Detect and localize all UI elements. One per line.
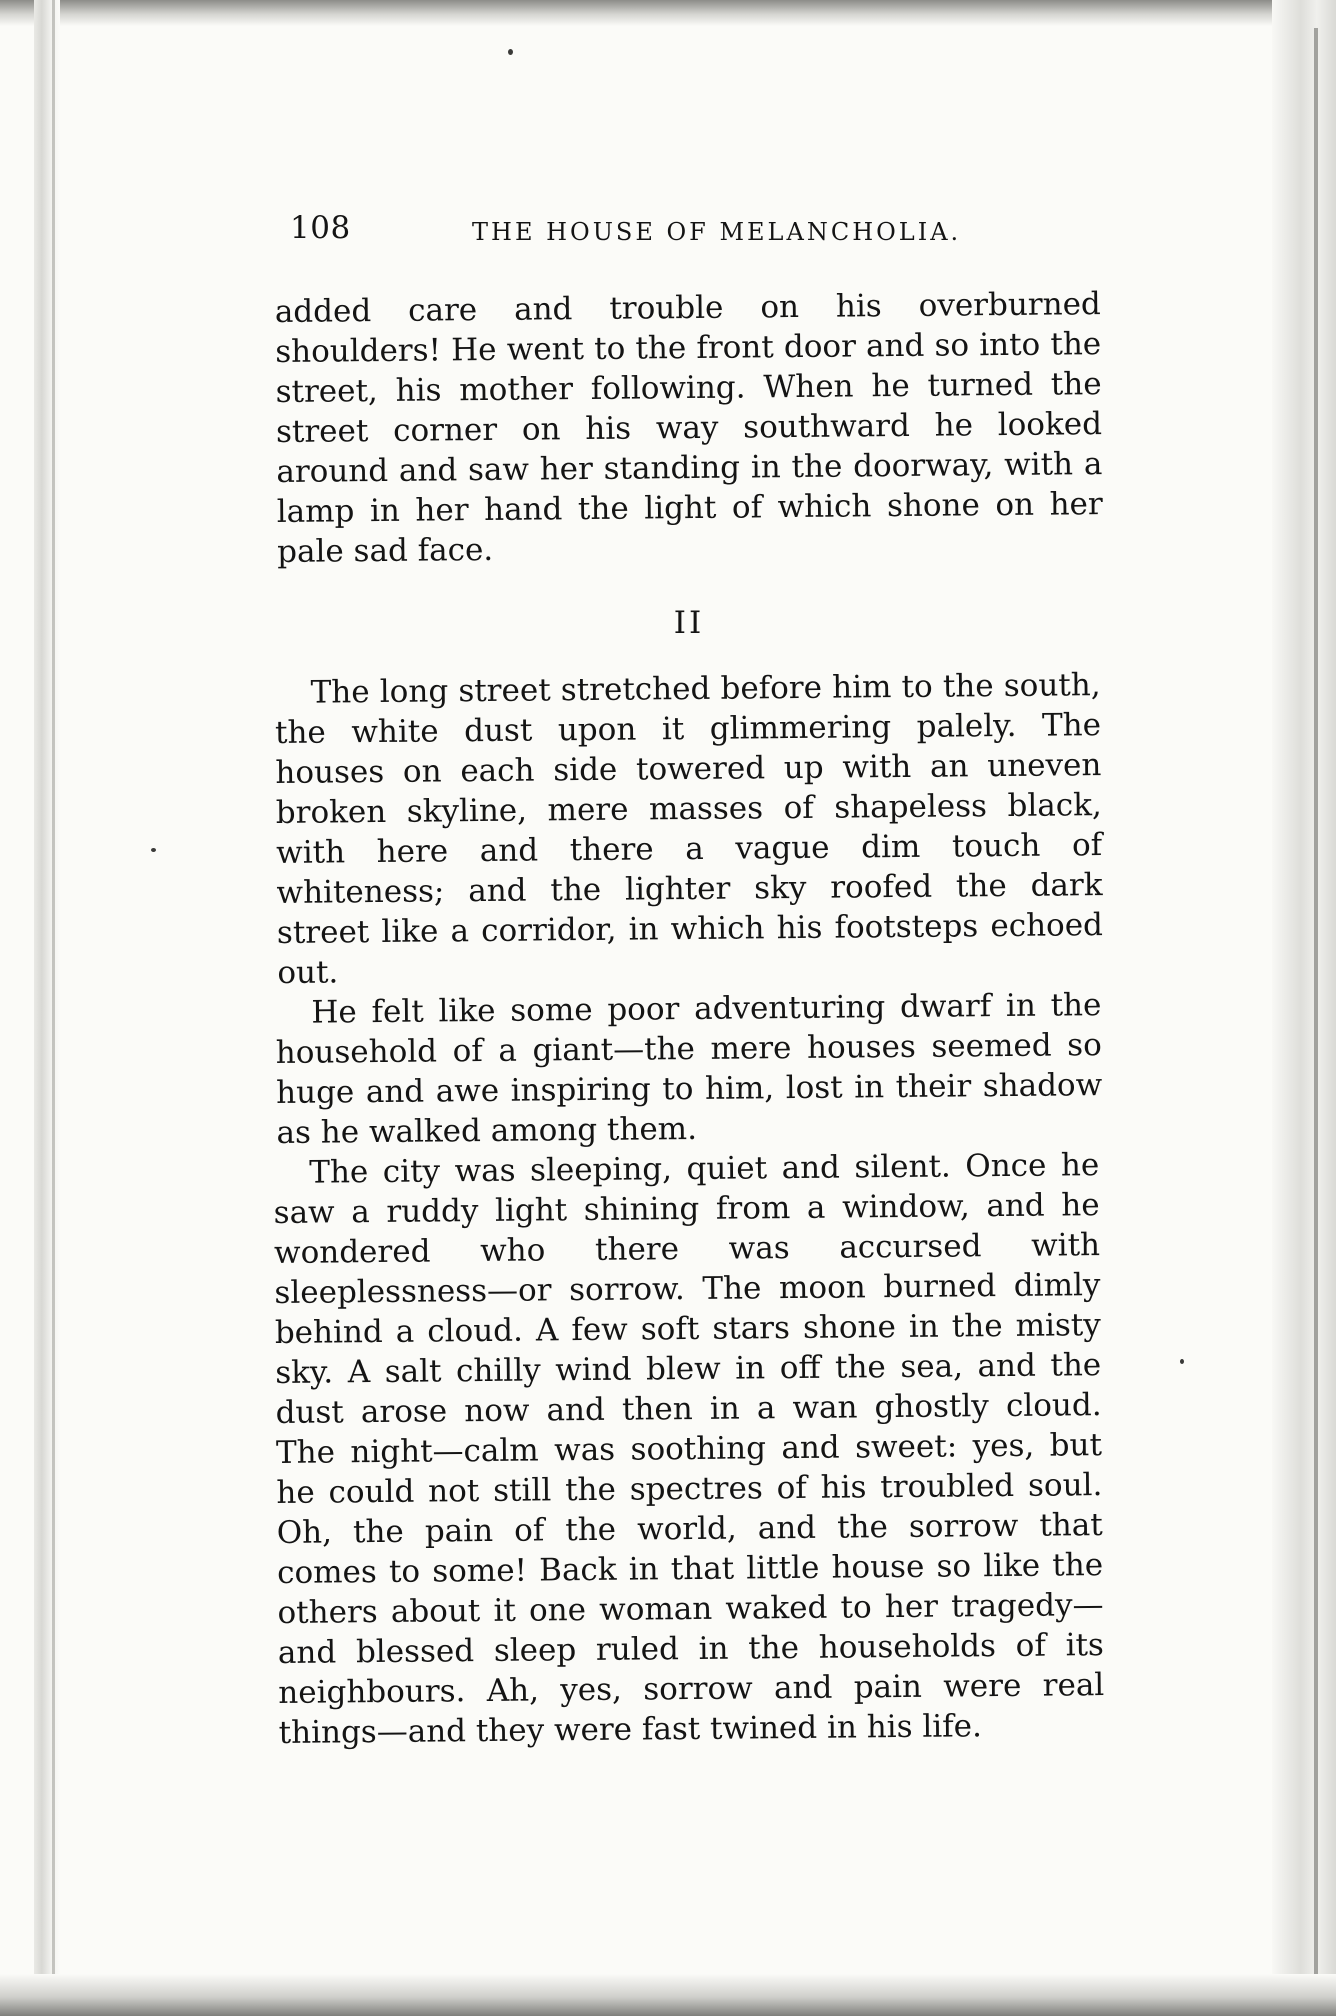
page-text-block [273,210,1105,1751]
running-head: THE HOUSE OF MELANCHOLIA. [472,218,962,246]
paragraph-2: The long street stretched before him to the south, the white dust upon it glimmering palely. The houses on each side towered up with an uneven broken skyline, mere masses of shapeless black, with here and there a vague dim touch of whiteness; and the lighter sky roofed the dark street like a corridor, in which his footsteps echoed out. [274,667,1104,991]
page-left-gutter [34,0,60,2016]
page-bottom-shadow [0,1974,1336,2016]
page-header [276,210,1102,258]
page-right-edge-line [1314,28,1318,1988]
page-right-binding [1272,0,1336,2016]
paragraph-1: added care and trouble on his overburned shoulders! He went to the front door and so into the street, his mother following. When he turned the street corner on his way southward he looked around and saw her standing in the doorway, with a lamp in her hand the light of which shone on her pale sad face. [274,286,1103,570]
paragraph-3: He felt like some poor adventuring dwarf in the household of a giant—the mere houses seemed so huge and awe inspiring to him, lost in their shadow as he walked among them. [275,987,1103,1151]
print-speck [508,49,513,55]
page-top-shadow [0,0,1336,26]
section-heading: II [673,605,705,641]
print-speck [151,848,156,852]
page-left-edge-line [52,0,55,2016]
print-speck [1180,1359,1184,1364]
page-number: 108 [290,210,351,246]
paragraph-4: The city was sleeping, quiet and silent. Once he saw a ruddy light shining from a window, and he wondered who there was accursed with sleeplessness—or sorrow. The moon burned dimly behind a cloud. A few soft stars shone in the misty sky. A salt chilly wind blew in off the sea, and the dust arose now and then in a wan ghostly cloud. The night—calm was soothing and sweet: yes, but he could not still the spectres of his troubled soul. Oh, the pain of the world, and the sorrow that comes to some! Back in that little house so like the others about it one woman waked to her tragedy—and blessed sleep ruled in the households of its neighbours. Ah, yes, sorrow and pain were real things—and they were fast twined in his life. [273,1147,1105,1751]
